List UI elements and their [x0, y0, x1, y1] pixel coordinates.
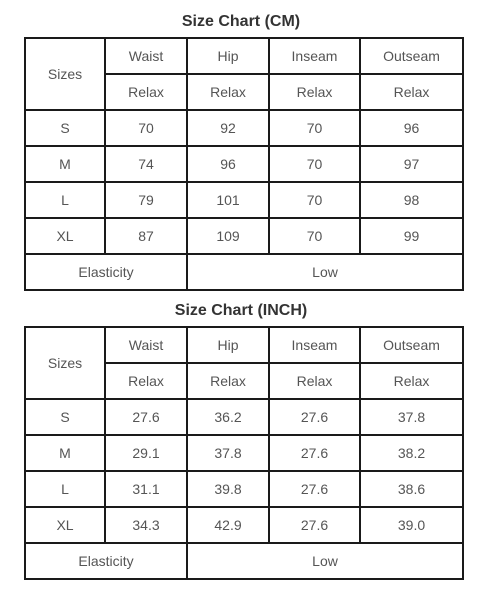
table-row — [25, 471, 463, 507]
table-cell: 39.0 — [360, 507, 463, 543]
table-cell: 99 — [360, 218, 463, 254]
elasticity-label: Elasticity — [25, 254, 187, 290]
table-cell: 101 — [187, 182, 269, 218]
size-label: L — [25, 471, 105, 507]
fit-label: Relax — [360, 363, 463, 399]
column-header-hip: Hip — [187, 38, 269, 74]
sizes-header: Sizes — [25, 38, 105, 110]
table-cell: 98 — [360, 182, 463, 218]
fit-label: Relax — [360, 74, 463, 110]
table-cell: 36.2 — [187, 399, 269, 435]
table-cell: 27.6 — [269, 507, 360, 543]
fit-label: Relax — [187, 363, 269, 399]
table-cell: 39.8 — [187, 471, 269, 507]
column-header-outseam: Outseam — [360, 38, 463, 74]
table-cell: 42.9 — [187, 507, 269, 543]
table-cell: 97 — [360, 146, 463, 182]
fit-label: Relax — [187, 74, 269, 110]
column-header-waist: Waist — [105, 327, 187, 363]
table-cell: 79 — [105, 182, 187, 218]
table-cell: 27.6 — [269, 471, 360, 507]
size-chart-inch-table — [24, 326, 464, 580]
table-cell: 92 — [187, 110, 269, 146]
table-cell: 96 — [360, 110, 463, 146]
elasticity-label: Elasticity — [25, 543, 187, 579]
table-row — [25, 327, 463, 363]
table-cell: 38.6 — [360, 471, 463, 507]
size-label: S — [25, 399, 105, 435]
elasticity-value: Low — [187, 543, 463, 579]
table-cell: 70 — [269, 146, 360, 182]
table-row — [25, 110, 463, 146]
table-cell: 70 — [269, 218, 360, 254]
table-cell: 29.1 — [105, 435, 187, 471]
table-row — [25, 435, 463, 471]
table-cell: 70 — [269, 182, 360, 218]
size-label: XL — [25, 218, 105, 254]
table-cell: 70 — [269, 110, 360, 146]
size-label: S — [25, 110, 105, 146]
table-cell: 38.2 — [360, 435, 463, 471]
table-row — [25, 399, 463, 435]
fit-label: Relax — [269, 363, 360, 399]
table-row — [25, 218, 463, 254]
size-label: M — [25, 146, 105, 182]
column-header-outseam: Outseam — [360, 327, 463, 363]
table-cell: 37.8 — [187, 435, 269, 471]
table-row — [25, 254, 463, 290]
table-row — [25, 38, 463, 74]
column-header-inseam: Inseam — [269, 38, 360, 74]
size-label: XL — [25, 507, 105, 543]
fit-label: Relax — [269, 74, 360, 110]
size-chart-cm-title: Size Chart (CM) — [181, 13, 301, 30]
fit-label: Relax — [105, 74, 187, 110]
column-header-waist: Waist — [105, 38, 187, 74]
table-cell: 27.6 — [269, 435, 360, 471]
size-label: L — [25, 182, 105, 218]
table-cell: 109 — [187, 218, 269, 254]
size-label: M — [25, 435, 105, 471]
table-cell: 34.3 — [105, 507, 187, 543]
table-row — [25, 507, 463, 543]
elasticity-value: Low — [187, 254, 463, 290]
table-cell: 74 — [105, 146, 187, 182]
column-header-inseam: Inseam — [269, 327, 360, 363]
table-cell: 27.6 — [105, 399, 187, 435]
sizes-header: Sizes — [25, 327, 105, 399]
fit-label: Relax — [105, 363, 187, 399]
table-row — [25, 543, 463, 579]
size-chart-inch-title: Size Chart (INCH) — [174, 302, 308, 319]
table-cell: 96 — [187, 146, 269, 182]
table-cell: 27.6 — [269, 399, 360, 435]
table-cell: 70 — [105, 110, 187, 146]
table-cell: 87 — [105, 218, 187, 254]
table-cell: 31.1 — [105, 471, 187, 507]
column-header-hip: Hip — [187, 327, 269, 363]
table-row — [25, 182, 463, 218]
table-row — [25, 146, 463, 182]
size-chart-cm-table — [24, 37, 464, 291]
table-cell: 37.8 — [360, 399, 463, 435]
